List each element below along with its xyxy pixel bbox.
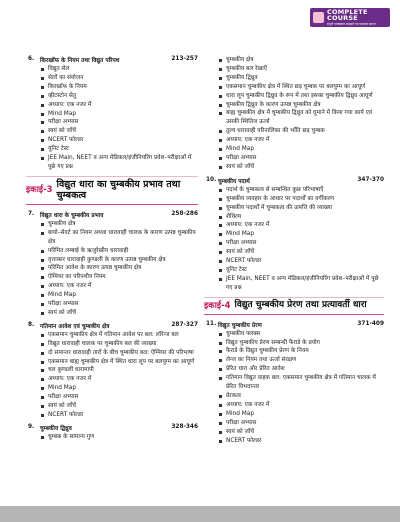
list-item: बाह्य चुम्बकीय क्षेत्र में चुम्बकीय द्विध्रुव को घुमाने में किया गया कार्य एवं उसकी स्थितिज ऊर्जा <box>218 109 384 127</box>
list-item: NCERT फोल्डर <box>40 136 198 145</box>
list-item: धारा लूप चुम्बकीय द्विध्रुव के रूप में तथा इसका चुम्बकीय द्विध्रुव आघूर्ण <box>218 92 384 101</box>
chapter-pages: 371-409 <box>357 320 384 327</box>
list-item: शैथिल्य <box>218 213 384 222</box>
list-item: अध्याय: एक नजर में <box>40 101 198 110</box>
list-item: चुम्बकीय व्यवहार के आधार पर पदार्थों का वर्गीकरण <box>218 195 384 204</box>
list-item: अध्याय: एक नजर में <box>40 282 198 291</box>
list-item: स्वयं को जाँचें <box>40 127 198 136</box>
list-item: चुम्बकीय द्विध्रुव के कारण उत्पन्न चुम्बकीय क्षेत्र <box>218 101 384 110</box>
list-item: चुम्बकीय फ्लक्स <box>218 330 384 339</box>
list-item: Mind Map <box>40 110 198 119</box>
right-middle-chapters <box>206 177 384 293</box>
list-item: फैराडे के विद्युत चुम्बकीय प्रेरण के नियम <box>218 347 384 356</box>
chapter-title: विद्युत चुम्बकीय प्रेरण <box>218 322 262 329</box>
chapter <box>28 424 198 442</box>
list-item: परीक्षा अभ्यास <box>40 393 198 402</box>
list-item: सेलों का संयोजन <box>40 74 198 83</box>
list-item: विद्युत चुम्बकीय प्रेरण सम्बन्धी फैराडे के प्रयोग <box>218 339 384 348</box>
unit-3-label: इकाई-3 <box>26 185 53 196</box>
list-item: परीक्षा अभ्यास <box>218 239 384 248</box>
left-column <box>28 56 198 446</box>
chapter-topic-list <box>28 65 198 172</box>
chapter-number: 11. <box>206 320 217 327</box>
chapter <box>206 321 384 446</box>
left-bottom-chapters <box>28 211 198 442</box>
complete-course-logo <box>310 8 390 27</box>
chapter-topic-list <box>28 433 198 442</box>
list-item: परीक्षा अभ्यास <box>40 118 198 127</box>
list-item: JEE Main, NEET व अन्य मेडिकल/इंजीनियरिंग प्रवेश–परीक्षाओं में पूछे गए प्रश्न <box>218 275 384 293</box>
list-item: एकसमान बाह्य चुम्बकीय क्षेत्र में स्थित धारा लूप पर बलयुग्म का आघूर्ण <box>40 358 198 367</box>
list-item: तुल्य धारावाही परिनालिका की भाँति छड़ चुम्बक <box>218 127 384 136</box>
list-item: व्हीटस्टोन सेतु <box>40 92 198 101</box>
right-bottom-chapters <box>206 321 384 446</box>
list-item: चुम्बक के सामान्य गुण <box>40 433 198 442</box>
list-item: अध्याय: एक नजर में <box>218 221 384 230</box>
list-item: स्वयं को जाँचें <box>40 309 198 318</box>
list-item: NCERT फोल्डर <box>40 411 198 420</box>
list-item: पदार्थ के चुम्बकत्व से सम्बन्धित कुछ परिभाषाएँ <box>218 186 384 195</box>
book-icon <box>313 12 324 23</box>
chapter-title: चुम्बकीय पदार्थ <box>218 178 250 185</box>
list-item: स्वयं को जाँचें <box>40 402 198 411</box>
list-item: किरखॉफ के नियम <box>40 83 198 92</box>
list-item: Mind Map <box>218 230 384 239</box>
list-item: प्रेरकत्व <box>218 392 384 401</box>
footer-bar <box>0 506 400 522</box>
list-item: Mind Map <box>218 145 384 154</box>
left-top-chapters <box>28 56 198 172</box>
chapter-heading <box>28 322 198 330</box>
list-item: प्रेरित धारा और प्रेरित आवेश <box>218 365 384 374</box>
chapter-heading <box>206 321 384 329</box>
chapter-pages: 347-370 <box>357 176 384 183</box>
logo-name: COMPLETE COURSE <box>327 7 368 23</box>
list-item: विद्युत धारावाही चालक पर चुम्बकीय बल की व्याख्या <box>40 340 198 349</box>
chapter-heading <box>28 56 198 64</box>
list-item: वृत्ताकार धारावाही कुण्डली के कारण उत्पन्न चुम्बकीय क्षेत्र <box>40 256 198 265</box>
right-column <box>206 56 384 449</box>
list-item: चुम्बकीय द्विध्रुव <box>218 74 384 83</box>
list-item: अध्याय: एक नजर में <box>40 375 198 384</box>
chapter-topic-list <box>206 186 384 293</box>
chapter-title: चुम्बकीय द्विध्रुव <box>40 425 72 432</box>
unit-3-title: विद्युत धारा का चुम्बकीय प्रभाव तथा चुम्बकत्व <box>56 178 181 201</box>
chapter-number: 9. <box>28 423 35 430</box>
chapter <box>28 322 198 420</box>
chapter-topic-list <box>206 330 384 446</box>
list-item: स्वयं को जाँचें <box>218 428 384 437</box>
list-item: स्वयं को जाँचें <box>218 163 384 172</box>
chapter <box>206 177 384 293</box>
unit-4-label: इकाई-4 <box>204 300 231 311</box>
chapter-title: किरखॉफ के नियम तथा विद्युत परिपथ <box>40 58 120 64</box>
unit-4-header <box>204 298 384 315</box>
list-item: परीक्षा अभ्यास <box>218 419 384 428</box>
logo-tagline: संपूर्ण पाठ्यक्रम समझने का एकमात्र साधन <box>327 21 376 26</box>
list-item: ऐम्पियर का परिपथीय नियम <box>40 273 198 282</box>
chapter-title: विद्युत धारा के चुम्बकीय प्रभाव <box>40 212 104 219</box>
list-item: Mind Map <box>218 410 384 419</box>
list-item: परिमित लम्बाई के ऋजुरेखीय धारावाही <box>40 247 198 256</box>
chapter-title: गतिमान आवेश एवं चुम्बकीय क्षेत्र <box>40 323 110 330</box>
chapter-number: 8. <box>28 321 35 328</box>
list-item: एकसमान चुम्बकीय क्षेत्र में स्थित छड़ चुम्बक पर बलयुग्म का आघूर्ण <box>218 83 384 92</box>
list-item: लेन्ज का नियम तथा ऊर्जा संरक्षण <box>218 356 384 365</box>
list-item: गतिमान विद्युत वाहक बल: एकसमान चुम्बकीय क्षेत्र में गतिमान चालक में प्रेरित विभवान्तर <box>218 374 384 392</box>
chapter-number: 7. <box>28 210 35 217</box>
list-item: परीक्षा अभ्यास <box>40 300 198 309</box>
list-item: चुम्बकीय पदार्थों में चुम्बकत्व की उत्पत्ति की व्याख्या <box>218 204 384 213</box>
chapter-topic-list <box>28 331 198 420</box>
unit-3-header <box>26 177 198 205</box>
chapter-number: 6. <box>28 56 35 62</box>
list-item: परिमित आवेश के कारण उत्पन्न चुम्बकीय क्षेत्र <box>40 264 198 273</box>
chapter-heading <box>28 211 198 219</box>
chapter-heading <box>28 424 198 432</box>
list-item: बायो–सेवर्ट का नियम अथवा धारावाही चालक के कारण उत्पन्न चुम्बकीय क्षेत्र <box>40 229 198 247</box>
list-item: अध्याय: एक नजर में <box>218 401 384 410</box>
chapter-pages: 328-346 <box>171 423 198 430</box>
list-item: NCERT फोल्डर <box>218 257 384 266</box>
chapter <box>28 211 198 318</box>
unit-4-title: विद्युत चुम्बकीय प्रेरण तथा प्रत्यावर्ती धारा <box>234 299 367 310</box>
list-item: चुम्बकीय क्षेत्र <box>218 56 384 65</box>
list-item: अध्याय: एक नजर में <box>218 136 384 145</box>
list-item: चल कुण्डली धारामापी <box>40 366 198 375</box>
chapter-pages: 287-327 <box>171 321 198 328</box>
list-item: यूनिट टेस्ट <box>40 145 198 154</box>
chapter-heading <box>206 177 384 185</box>
chapter <box>28 56 198 172</box>
list-item: NCERT फोल्डर <box>218 437 384 446</box>
list-item: चुम्बकीय क्षेत्र <box>40 220 198 229</box>
list-item: चुम्बकीय बल रेखाएँ <box>218 65 384 74</box>
list-item: स्वयं को जाँचें <box>218 248 384 257</box>
list-item: Mind Map <box>40 291 198 300</box>
chapter-pages: 258-286 <box>171 210 198 217</box>
chapter-pages: 213-257 <box>171 56 198 62</box>
list-item: Mind Map <box>40 384 198 393</box>
list-item: विद्युत सेल <box>40 65 198 74</box>
list-item: परीक्षा अभ्यास <box>218 154 384 163</box>
chapter-number: 10. <box>206 176 217 183</box>
list-item: यूनिट टेस्ट <box>218 266 384 275</box>
chapter-9-continued-items <box>206 56 384 172</box>
list-item: JEE Main, NEET व अन्य मेडिकल/इंजीनियरिंग प्रवेश–परीक्षाओं में पूछे गए प्रश्न <box>40 154 198 172</box>
chapter-topic-list <box>28 220 198 318</box>
list-item: एकसमान चुम्बकीय क्षेत्र में गतिमान आवेश पर बल: लॉरेन्ज बल <box>40 331 198 340</box>
list-item: दो समान्तर धारावाही तारों के बीच चुम्बकीय बल: ऐम्पियर की परिभाषा <box>40 349 198 358</box>
